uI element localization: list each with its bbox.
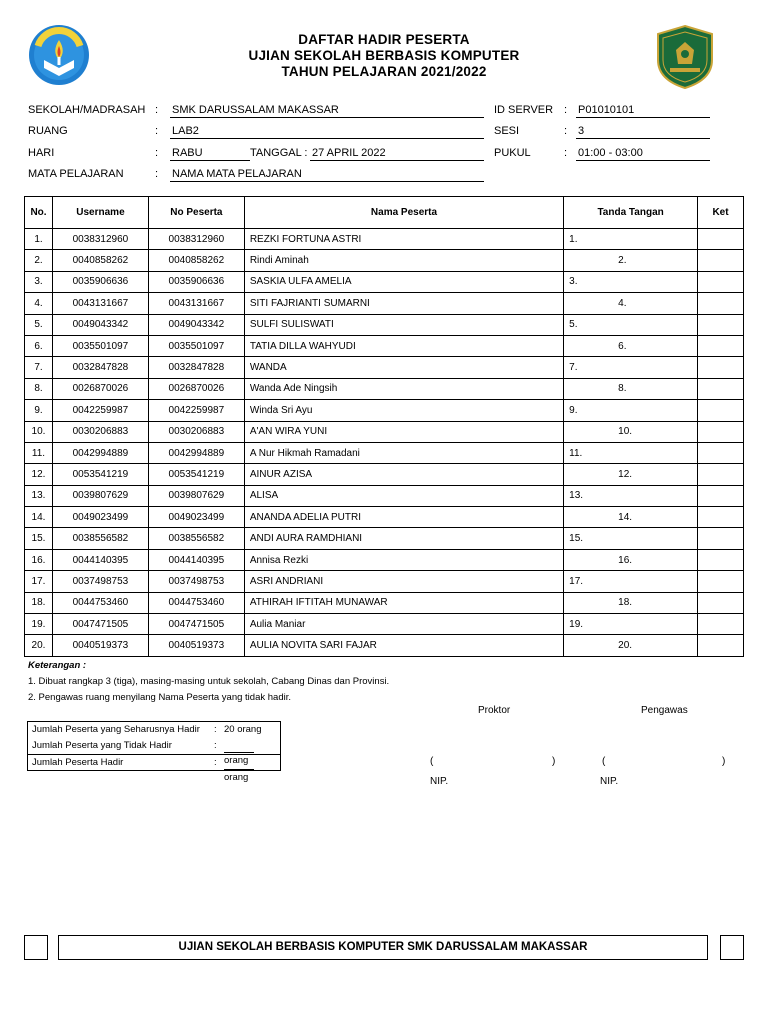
row-username: 0035501097: [52, 335, 148, 356]
row-username: 0049023499: [52, 507, 148, 528]
row-ket: [698, 507, 744, 528]
row-username: 0038556582: [52, 528, 148, 549]
summary-present-row: [28, 754, 280, 783]
server-value: P01010101: [576, 104, 710, 118]
row-nama-peserta: Aulia Maniar: [244, 614, 563, 635]
summary-present-label: Jumlah Peserta Hadir: [32, 757, 124, 768]
row-tanda-tangan: 2.: [564, 250, 698, 271]
row-no-peserta: 0042994889: [148, 442, 244, 463]
row-tanda-tangan: 13.: [564, 485, 698, 506]
attendance-table: [24, 196, 744, 657]
pengawas-open-paren: (: [602, 756, 606, 767]
row-username: 0049043342: [52, 314, 148, 335]
row-nama-peserta: AINUR AZISA: [244, 464, 563, 485]
row-username: 0037498753: [52, 571, 148, 592]
row-ket: [698, 592, 744, 613]
document-title: [160, 32, 608, 80]
row-nama-peserta: ALISA: [244, 485, 563, 506]
row-ket: [698, 293, 744, 314]
row-ket: [698, 571, 744, 592]
footer-left-box: [24, 935, 48, 960]
row-tanda-tangan: 5.: [564, 314, 698, 335]
ruang-value: LAB2: [170, 125, 484, 139]
row-username: 0032847828: [52, 357, 148, 378]
sekolah-value: SMK DARUSSALAM MAKASSAR: [170, 104, 484, 118]
row-nama-peserta: AULIA NOVITA SARI FAJAR: [244, 635, 563, 656]
summary-expected-label: Jumlah Peserta yang Seharusnya Hadir: [32, 724, 200, 735]
row-no-peserta: 0047471505: [148, 614, 244, 635]
summary-absent-label: Jumlah Peserta yang Tidak Hadir: [32, 740, 172, 751]
row-no: 10.: [25, 421, 53, 442]
notes-heading: Keterangan :: [28, 660, 87, 671]
row-no: 13.: [25, 485, 53, 506]
row-nama-peserta: ANANDA ADELIA PUTRI: [244, 507, 563, 528]
row-nama-peserta: SITI FAJRIANTI SUMARNI: [244, 293, 563, 314]
row-ket: [698, 528, 744, 549]
row-no: 5.: [25, 314, 53, 335]
row-no-peserta: 0035906636: [148, 271, 244, 292]
row-no: 2.: [25, 250, 53, 271]
table-row: [25, 485, 744, 506]
row-nama-peserta: WANDA: [244, 357, 563, 378]
row-username: 0042259987: [52, 400, 148, 421]
row-tanda-tangan: 9.: [564, 400, 698, 421]
col-header-no-peserta: No Peserta: [148, 197, 244, 229]
row-tanda-tangan: 12.: [564, 464, 698, 485]
row-nama-peserta: A'AN WIRA YUNI: [244, 421, 563, 442]
tanggal-value: 27 APRIL 2022: [310, 147, 484, 161]
row-username: 0040519373: [52, 635, 148, 656]
table-row: [25, 357, 744, 378]
row-no: 17.: [25, 571, 53, 592]
proktor-nip: NIP.: [430, 776, 449, 787]
hari-colon: :: [155, 147, 159, 159]
row-no-peserta: 0038312960: [148, 229, 244, 250]
summary-absent-colon: :: [214, 740, 217, 751]
row-nama-peserta: REZKI FORTUNA ASTRI: [244, 229, 563, 250]
table-row: [25, 528, 744, 549]
row-tanda-tangan: 6.: [564, 335, 698, 356]
row-nama-peserta: Winda Sri Ayu: [244, 400, 563, 421]
row-nama-peserta: SULFI SULISWATI: [244, 314, 563, 335]
row-tanda-tangan: 19.: [564, 614, 698, 635]
row-no: 15.: [25, 528, 53, 549]
row-ket: [698, 485, 744, 506]
row-no: 11.: [25, 442, 53, 463]
row-ket: [698, 442, 744, 463]
row-no: 7.: [25, 357, 53, 378]
row-no: 6.: [25, 335, 53, 356]
table-row: [25, 635, 744, 656]
proktor-open-paren: (: [430, 756, 434, 767]
row-no-peserta: 0030206883: [148, 421, 244, 442]
tut-wuri-handayani-logo: [28, 24, 90, 86]
darussalam-school-logo: [654, 24, 716, 90]
row-no-peserta: 0042259987: [148, 400, 244, 421]
row-no-peserta: 0053541219: [148, 464, 244, 485]
notes-line-2: 2. Pengawas ruang menyilang Nama Peserta yang tidak hadir.: [28, 692, 291, 703]
row-nama-peserta: ASRI ANDRIANI: [244, 571, 563, 592]
notes: [28, 658, 389, 706]
row-no-peserta: 0037498753: [148, 571, 244, 592]
table-row: [25, 507, 744, 528]
row-tanda-tangan: 10.: [564, 421, 698, 442]
summary-expected-value: 20 orang: [224, 724, 262, 735]
row-username: 0044140395: [52, 549, 148, 570]
row-ket: [698, 421, 744, 442]
table-row: [25, 293, 744, 314]
row-username: 0039807629: [52, 485, 148, 506]
row-username: 0042994889: [52, 442, 148, 463]
mapel-value: NAMA MATA PELAJARAN: [170, 168, 484, 182]
row-ket: [698, 229, 744, 250]
table-row: [25, 271, 744, 292]
row-username: 0044753460: [52, 592, 148, 613]
col-header-nama: Nama Peserta: [244, 197, 563, 229]
server-label: ID SERVER: [494, 104, 554, 116]
row-no-peserta: 0040858262: [148, 250, 244, 271]
table-row: [25, 229, 744, 250]
row-tanda-tangan: 15.: [564, 528, 698, 549]
summary-present-unit: orang: [224, 772, 249, 783]
mapel-label: MATA PELAJARAN: [28, 168, 124, 180]
row-no: 3.: [25, 271, 53, 292]
row-tanda-tangan: 18.: [564, 592, 698, 613]
table-row: [25, 464, 744, 485]
row-ket: [698, 314, 744, 335]
row-no: 4.: [25, 293, 53, 314]
row-no: 16.: [25, 549, 53, 570]
row-nama-peserta: A Nur Hikmah Ramadani: [244, 442, 563, 463]
row-no: 19.: [25, 614, 53, 635]
row-nama-peserta: Annisa Rezki: [244, 549, 563, 570]
row-nama-peserta: Rindi Aminah: [244, 250, 563, 271]
ruang-colon: :: [155, 125, 159, 137]
row-ket: [698, 464, 744, 485]
col-header-ket: Ket: [698, 197, 744, 229]
row-ket: [698, 614, 744, 635]
row-username: 0030206883: [52, 421, 148, 442]
row-no-peserta: 0035501097: [148, 335, 244, 356]
row-tanda-tangan: 3.: [564, 271, 698, 292]
sesi-value: 3: [576, 125, 710, 139]
row-no-peserta: 0032847828: [148, 357, 244, 378]
row-no: 20.: [25, 635, 53, 656]
row-tanda-tangan: 17.: [564, 571, 698, 592]
attendance-summary-box: [27, 721, 281, 783]
hari-value: RABU: [170, 147, 250, 161]
footer-right-box: [720, 935, 744, 960]
table-header-row: [25, 197, 744, 229]
row-no-peserta: 0039807629: [148, 485, 244, 506]
row-tanda-tangan: 7.: [564, 357, 698, 378]
row-no: 8.: [25, 378, 53, 399]
row-nama-peserta: SASKIA ULFA AMELIA: [244, 271, 563, 292]
row-username: 0047471505: [52, 614, 148, 635]
row-no: 14.: [25, 507, 53, 528]
mapel-colon: :: [155, 168, 159, 180]
row-no-peserta: 0049023499: [148, 507, 244, 528]
row-no: 12.: [25, 464, 53, 485]
title-line-1: DAFTAR HADIR PESERTA: [298, 32, 470, 47]
row-no: 1.: [25, 229, 53, 250]
row-ket: [698, 271, 744, 292]
summary-absent-blank: [224, 742, 254, 753]
footer-title: UJIAN SEKOLAH BERBASIS KOMPUTER SMK DARUSSALAM MAKASSAR: [58, 935, 708, 960]
row-nama-peserta: Wanda Ade Ningsih: [244, 378, 563, 399]
row-nama-peserta: ATHIRAH IFTITAH MUNAWAR: [244, 592, 563, 613]
table-row: [25, 592, 744, 613]
pukul-label: PUKUL: [494, 147, 531, 159]
row-nama-peserta: TATIA DILLA WAHYUDI: [244, 335, 563, 356]
table-row: [25, 378, 744, 399]
sesi-label: SESI: [494, 125, 520, 137]
row-tanda-tangan: 4.: [564, 293, 698, 314]
row-tanda-tangan: 11.: [564, 442, 698, 463]
col-header-no: No.: [25, 197, 53, 229]
proktor-close-paren: ): [552, 756, 556, 767]
row-tanda-tangan: 16.: [564, 549, 698, 570]
server-colon: :: [564, 104, 568, 116]
row-ket: [698, 357, 744, 378]
row-no-peserta: 0044140395: [148, 549, 244, 570]
table-row: [25, 549, 744, 570]
row-username: 0043131667: [52, 293, 148, 314]
row-no-peserta: 0043131667: [148, 293, 244, 314]
table-row: [25, 614, 744, 635]
row-username: 0040858262: [52, 250, 148, 271]
row-username: 0035906636: [52, 271, 148, 292]
col-header-username: Username: [52, 197, 148, 229]
table-row: [25, 421, 744, 442]
ruang-label: RUANG: [28, 125, 68, 137]
info-sekolah-row: [0, 104, 768, 118]
row-ket: [698, 635, 744, 656]
proktor-label: Proktor: [478, 705, 511, 716]
summary-present-blank: [224, 759, 254, 770]
row-tanda-tangan: 1.: [564, 229, 698, 250]
row-no: 9.: [25, 400, 53, 421]
row-tanda-tangan: 20.: [564, 635, 698, 656]
tanggal-label: TANGGAL :: [250, 147, 308, 159]
pengawas-label: Pengawas: [641, 705, 688, 716]
table-row: [25, 400, 744, 421]
row-no-peserta: 0044753460: [148, 592, 244, 613]
pukul-colon: :: [564, 147, 568, 159]
row-tanda-tangan: 14.: [564, 507, 698, 528]
table-row: [25, 250, 744, 271]
title-line-2: UJIAN SEKOLAH BERBASIS KOMPUTER: [248, 48, 520, 63]
table-row: [25, 314, 744, 335]
attendance-table-body: [25, 229, 744, 657]
row-tanda-tangan: 8.: [564, 378, 698, 399]
row-ket: [698, 335, 744, 356]
table-row: [25, 571, 744, 592]
row-ket: [698, 549, 744, 570]
row-no: 18.: [25, 592, 53, 613]
row-ket: [698, 250, 744, 271]
pengawas-close-paren: ): [722, 756, 726, 767]
pengawas-nip: NIP.: [600, 776, 619, 787]
sesi-colon: :: [564, 125, 568, 137]
row-ket: [698, 378, 744, 399]
summary-absent-unit: orang: [224, 755, 249, 766]
row-no-peserta: 0038556582: [148, 528, 244, 549]
summary-expected-row: [28, 722, 280, 738]
notes-line-1: 1. Dibuat rangkap 3 (tiga), masing-masing untuk sekolah, Cabang Dinas dan Provinsi.: [28, 676, 390, 687]
title-line-3: TAHUN PELAJARAN 2021/2022: [281, 64, 487, 79]
row-username: 0026870026: [52, 378, 148, 399]
row-ket: [698, 400, 744, 421]
row-no-peserta: 0049043342: [148, 314, 244, 335]
info-ruang-row: [0, 125, 768, 139]
row-username: 0053541219: [52, 464, 148, 485]
table-row: [25, 335, 744, 356]
row-no-peserta: 0026870026: [148, 378, 244, 399]
sekolah-label: SEKOLAH/MADRASAH: [28, 104, 146, 116]
info-hari-row: [0, 147, 768, 161]
sekolah-colon: :: [155, 104, 159, 116]
row-nama-peserta: ANDI AURA RAMDHIANI: [244, 528, 563, 549]
info-mapel-row: [0, 168, 768, 182]
summary-present-colon: :: [214, 757, 217, 768]
hari-label: HARI: [28, 147, 55, 159]
table-row: [25, 442, 744, 463]
row-no-peserta: 0040519373: [148, 635, 244, 656]
summary-expected-colon: :: [214, 724, 217, 735]
pukul-value: 01:00 - 03:00: [576, 147, 710, 161]
col-header-tanda-tangan: Tanda Tangan: [564, 197, 698, 229]
row-username: 0038312960: [52, 229, 148, 250]
